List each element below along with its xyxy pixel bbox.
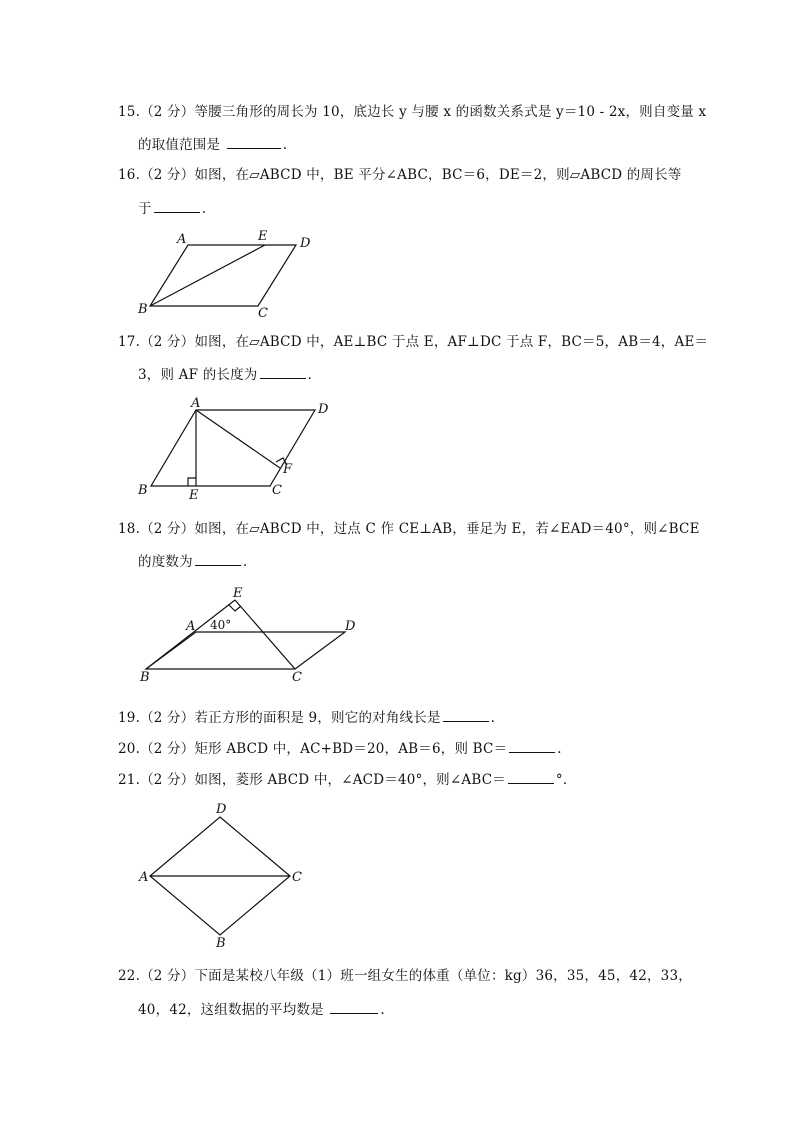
label-b: B (138, 302, 148, 317)
problem-22-line-2 (138, 999, 385, 1019)
label-e: E (189, 488, 199, 503)
problem-16-number: 16. (118, 167, 141, 183)
problem-20-text-1: （2 分）矩形 ABCD 中，AC+BD＝20，AB＝6，则 BC＝ (140, 741, 508, 757)
problem-18-text-1: （2 分）如图，在▱ABCD 中，过点 C 作 CE⊥AB，垂足为 E，若∠EAD＝40°，则∠BCE (140, 521, 700, 537)
label-a: A (191, 396, 201, 411)
problem-21-text-1: （2 分）如图，菱形 ABCD 中，∠ACD＝40°，则∠ABC＝ (140, 772, 506, 788)
label-c: C (272, 483, 282, 498)
problem-15-text-2: 的取值范围是 (138, 137, 221, 153)
problem-22-line-1 (118, 967, 692, 985)
label-c: C (292, 870, 302, 885)
problem-17-number: 17. (118, 334, 141, 350)
problem-17-text-2: 3，则 AF 的长度为 (138, 367, 258, 383)
label-d: D (318, 402, 329, 417)
label-e: E (233, 586, 243, 601)
problem-20-number: 20. (118, 741, 141, 757)
label-c: C (292, 670, 302, 685)
problem-15-number: 15. (118, 104, 141, 120)
label-d: D (345, 619, 356, 634)
label-d: D (300, 236, 311, 251)
problem-15-tail: . (282, 137, 288, 153)
problem-19-tail: . (490, 710, 496, 726)
angle-label-40: 40° (210, 618, 232, 632)
problem-21-tail: °． (555, 772, 577, 788)
problem-16-tail: . (201, 201, 207, 217)
answer-blank[interactable] (330, 999, 378, 1014)
label-b: B (138, 483, 148, 498)
problem-22-number: 22. (118, 968, 141, 984)
label-b: B (140, 670, 150, 685)
problem-18-text-2: 的度数为 (138, 554, 193, 570)
label-e: E (258, 229, 268, 244)
problem-17-tail: . (307, 367, 312, 383)
problem-21-number: 21. (118, 772, 141, 788)
label-a: A (177, 232, 187, 247)
label-a: A (139, 870, 149, 885)
problem-16-text-2: 于 (138, 201, 152, 217)
label-c: C (258, 306, 268, 321)
label-a: A (186, 619, 196, 634)
problem-19-text-1: （2 分）若正方形的面积是 9，则它的对角线长是 (140, 710, 441, 726)
problem-22-text-2: 40，42，这组数据的平均数是 (138, 1002, 324, 1018)
label-d: D (216, 802, 227, 817)
label-f: F (283, 462, 293, 477)
problem-22-tail: . (380, 1002, 385, 1018)
problem-18-tail: . (242, 554, 248, 570)
problem-18-number: 18. (118, 521, 141, 537)
problem-16-text-1: （2 分）如图，在▱ABCD 中，BE 平分∠ABC，BC＝6，DE＝2，则▱ABCD 的周长等 (140, 167, 682, 183)
problem-20-tail: . (557, 741, 562, 757)
problem-17-text-1: （2 分）如图，在▱ABCD 中，AE⊥BC 于点 E，AF⊥DC 于点 F，BC＝5，AB＝4，AE＝ (140, 334, 709, 350)
label-b: B (216, 936, 226, 951)
problem-19-number: 19. (118, 710, 141, 726)
problem-15-text-1: （2 分）等腰三角形的周长为 10，底边长 y 与腰 x 的函数关系式是 y＝10 - 2x，则自变量 x (140, 104, 707, 120)
problem-22-text-1: （2 分）下面是某校八年级（1）班一组女生的体重（单位：kg）36，35，45，42，33， (140, 968, 692, 984)
